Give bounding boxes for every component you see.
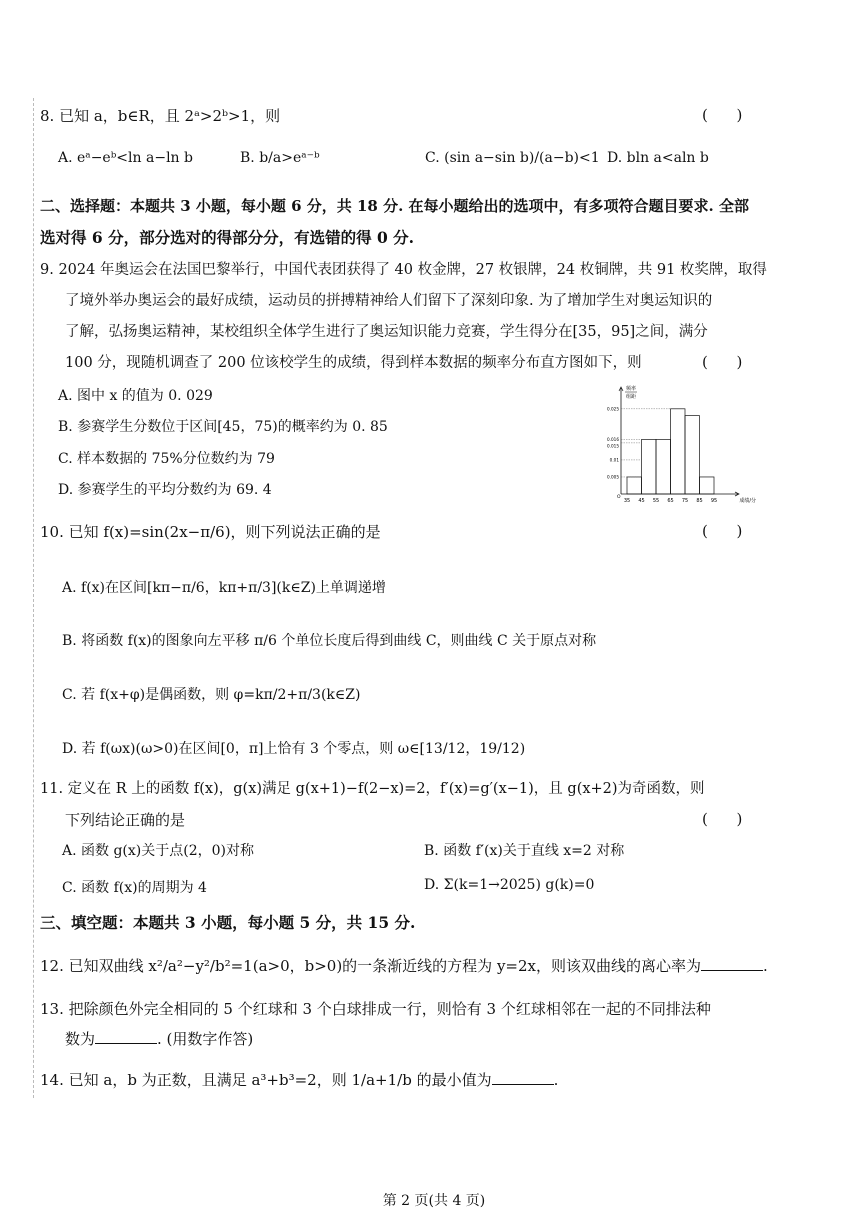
histogram-bar bbox=[671, 409, 686, 494]
q9-stem-line2: 了境外举办奥运会的最好成绩，运动员的拼搏精神给人们留下了深刻印象. 为了增加学生对奥运知识的 bbox=[65, 293, 713, 309]
q14-text: 14. 已知 a，b 为正数，且满足 a³+b³=2，则 1/a+1/b 的最小值为 bbox=[40, 1071, 492, 1089]
q13-stem-line2 bbox=[65, 1029, 253, 1049]
q14-stem bbox=[40, 1070, 558, 1090]
q14-answer-blank[interactable] bbox=[492, 1070, 554, 1085]
histogram-bar bbox=[656, 439, 671, 494]
q11-answer-paren: ( ) bbox=[702, 810, 743, 828]
y-tick-label: 0.015 bbox=[607, 443, 619, 449]
q10-stem: 10. 已知 f(x)=sin(2x−π/6)，则下列说法正确的是 bbox=[40, 523, 381, 541]
histogram-bar bbox=[700, 477, 715, 494]
q8-option-b: B. b/a>eᵃ⁻ᵇ bbox=[240, 150, 320, 166]
section-2-heading-line2: 选对得 6 分，部分选对的得部分分，有选错的得 0 分. bbox=[40, 228, 415, 247]
q13-text: 数为 bbox=[65, 1030, 96, 1048]
q9-option-d: D. 参赛学生的平均分数约为 69. 4 bbox=[58, 482, 272, 498]
q10-option-c: C. 若 f(x+φ)是偶函数，则 φ=kπ/2+π/3(k∈Z) bbox=[62, 687, 361, 703]
q9-stem-line1: 9. 2024 年奥运会在法国巴黎举行，中国代表团获得了 40 枚金牌，27 枚银牌，24 枚铜牌，共 91 枚奖牌，取得 bbox=[40, 262, 767, 278]
x-tick-label: 65 bbox=[667, 498, 674, 504]
q11-option-c: C. 函数 f(x)的周期为 4 bbox=[62, 880, 207, 896]
x-tick-label: 55 bbox=[652, 498, 660, 504]
y-tick-label: 0.025 bbox=[607, 406, 619, 412]
q9-stem-line4: 100 分，现随机调查了 200 位该校学生的成绩，得到样本数据的频率分布直方图如下，则 bbox=[65, 355, 642, 371]
q12-stem bbox=[40, 956, 768, 976]
section-2-heading-line1: 二、选择题：本题共 3 小题，每小题 6 分，共 18 分. 在每小题给出的选项中，有多项符合题目要求. 全部 bbox=[40, 197, 749, 215]
histogram-bar bbox=[685, 416, 700, 494]
q10-option-b: B. 将函数 f(x)的图象向左平移 π/6 个单位长度后得到曲线 C，则曲线 C 关于原点对称 bbox=[62, 633, 597, 649]
y-label-top: 频率 bbox=[626, 386, 637, 392]
q8-option-c: C. (sin a−sin b)/(a−b)<1 bbox=[425, 150, 600, 166]
y-label-bottom: 组距 bbox=[626, 394, 637, 400]
y-tick-label: 0.016 bbox=[607, 436, 619, 442]
q9-option-b: B. 参赛学生分数位于区间[45，75)的概率约为 0. 85 bbox=[58, 419, 388, 435]
margin-rule bbox=[33, 98, 34, 1098]
q11-stem-line1: 11. 定义在 R 上的函数 f(x)，g(x)满足 g(x+1)−f(2−x)=2，f′(x)=g′(x−1)，且 g(x+2)为奇函数，则 bbox=[40, 781, 705, 797]
section-3-heading: 三、填空题：本题共 3 小题，每小题 5 分，共 15 分. bbox=[40, 913, 416, 932]
y-tick-label: 0.005 bbox=[607, 474, 619, 480]
q11-option-d: D. Σ(k=1→2025) g(k)=0 bbox=[424, 877, 595, 893]
x-tick-label: 75 bbox=[681, 498, 689, 504]
x-axis-label: 成绩/分 bbox=[739, 498, 756, 504]
x-tick-label: 95 bbox=[710, 498, 718, 504]
histogram-bar bbox=[642, 439, 657, 494]
q13-answer-blank[interactable] bbox=[95, 1029, 157, 1044]
frequency-histogram bbox=[588, 382, 758, 512]
q12-text: 12. 已知双曲线 x²/a²−y²/b²=1(a>0，b>0)的一条渐近线的方程为 y=2x，则该双曲线的离心率为 bbox=[40, 957, 701, 975]
q9-option-c: C. 样本数据的 75%分位数约为 79 bbox=[58, 451, 275, 467]
q13-end: . (用数字作答) bbox=[157, 1030, 254, 1048]
q9-stem-line3: 了解，弘扬奥运精神，某校组织全体学生进行了奥运知识能力竞赛，学生得分在[35，95]之间，满分 bbox=[65, 324, 708, 340]
q9-option-a: A. 图中 x 的值为 0. 029 bbox=[58, 388, 213, 404]
q12-answer-blank[interactable] bbox=[701, 956, 763, 971]
q9-answer-paren: ( ) bbox=[702, 353, 743, 371]
q12-end: . bbox=[763, 957, 768, 975]
q8-stem: 8. 已知 a，b∈R，且 2ᵃ>2ᵇ>1，则 bbox=[40, 107, 281, 125]
q14-end: . bbox=[553, 1071, 559, 1089]
q11-option-a: A. 函数 g(x)关于点(2，0)对称 bbox=[62, 843, 254, 859]
page-footer: 第 2 页(共 4 页) bbox=[382, 1193, 486, 1209]
q10-option-a: A. f(x)在区间[kπ−π/6，kπ+π/3](k∈Z)上单调递增 bbox=[62, 580, 386, 596]
histogram-bar bbox=[627, 477, 642, 494]
x-tick-label: 35 bbox=[623, 498, 631, 504]
q13-stem-line1: 13. 把除颜色外完全相同的 5 个红球和 3 个白球排成一行，则恰有 3 个红球相邻在一起的不同排法种 bbox=[40, 1000, 711, 1018]
q10-option-d: D. 若 f(ωx)(ω>0)在区间[0，π]上恰有 3 个零点，则 ω∈[13/12，19/12) bbox=[62, 741, 526, 757]
origin-label: O bbox=[617, 495, 621, 500]
q11-option-b: B. 函数 f′(x)关于直线 x=2 对称 bbox=[424, 843, 625, 859]
q8-option-d: D. bln a<aln b bbox=[607, 150, 709, 166]
q10-answer-paren: ( ) bbox=[702, 522, 743, 540]
q8-option-a: A. eᵃ−eᵇ<ln a−ln b bbox=[58, 150, 193, 166]
q8-answer-paren: ( ) bbox=[702, 106, 743, 124]
y-tick-label: 0.01 bbox=[609, 457, 619, 463]
q11-stem-line2: 下列结论正确的是 bbox=[65, 811, 186, 829]
x-tick-label: 85 bbox=[696, 498, 703, 504]
x-tick-label: 45 bbox=[638, 498, 645, 504]
